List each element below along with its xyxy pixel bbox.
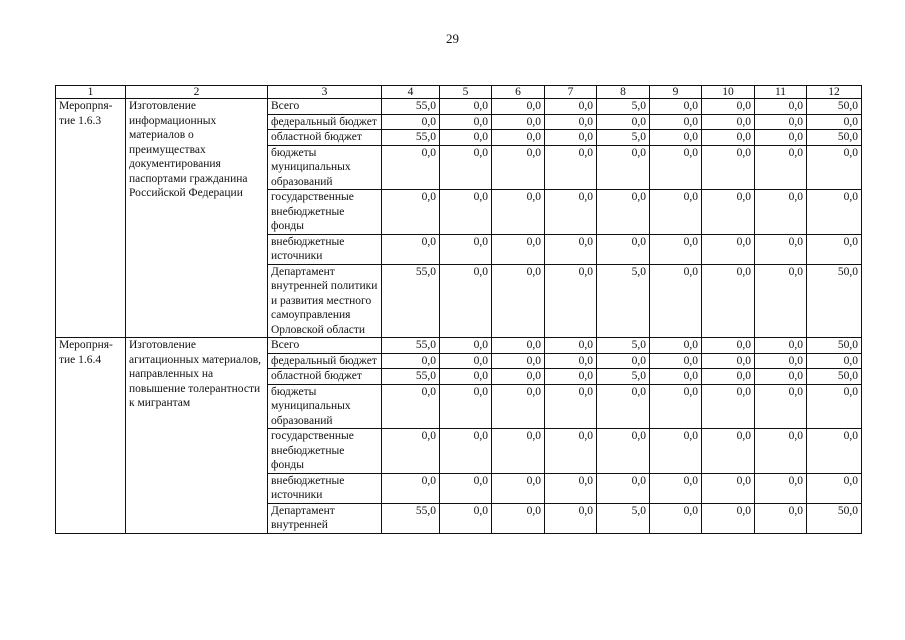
amount-cell: 0,0: [382, 145, 440, 190]
table-body: [56, 99, 862, 534]
amount-cell: 5,0: [597, 130, 650, 146]
amount-cell: 50,0: [807, 264, 862, 338]
amount-cell: 0,0: [382, 190, 440, 235]
column-header: 12: [807, 86, 862, 99]
amount-cell: 0,0: [650, 384, 702, 429]
amount-cell: 0,0: [545, 130, 597, 146]
column-header: 7: [545, 86, 597, 99]
amount-cell: 0,0: [597, 473, 650, 503]
amount-cell: 50,0: [807, 130, 862, 146]
amount-cell: 0,0: [440, 114, 492, 130]
amount-cell: 0,0: [755, 473, 807, 503]
amount-cell: 0,0: [597, 429, 650, 474]
funding-source: федеральный бюджет: [268, 114, 382, 130]
amount-cell: 0,0: [755, 429, 807, 474]
amount-cell: 0,0: [702, 429, 755, 474]
amount-cell: 0,0: [440, 99, 492, 115]
amount-cell: 0,0: [650, 264, 702, 338]
amount-cell: 0,0: [492, 145, 545, 190]
amount-cell: 0,0: [492, 503, 545, 533]
amount-cell: 0,0: [650, 114, 702, 130]
amount-cell: 0,0: [597, 190, 650, 235]
amount-cell: 0,0: [440, 503, 492, 533]
amount-cell: 0,0: [492, 429, 545, 474]
amount-cell: 50,0: [807, 338, 862, 354]
amount-cell: 0,0: [382, 114, 440, 130]
amount-cell: 0,0: [807, 234, 862, 264]
amount-cell: 0,0: [807, 114, 862, 130]
funding-source: областной бюджет: [268, 130, 382, 146]
column-header: 9: [650, 86, 702, 99]
column-header: 3: [268, 86, 382, 99]
amount-cell: 0,0: [545, 264, 597, 338]
amount-cell: 0,0: [702, 264, 755, 338]
amount-cell: 55,0: [382, 369, 440, 385]
page-number: 29: [446, 31, 459, 46]
table-row: [56, 338, 862, 354]
amount-cell: 0,0: [440, 234, 492, 264]
amount-cell: 0,0: [702, 99, 755, 115]
funding-source: государственные внебюджетные фонды: [268, 429, 382, 474]
column-header: 10: [702, 86, 755, 99]
amount-cell: 5,0: [597, 369, 650, 385]
amount-cell: 0,0: [807, 429, 862, 474]
amount-cell: 0,0: [545, 145, 597, 190]
amount-cell: 0,0: [440, 473, 492, 503]
column-header: 8: [597, 86, 650, 99]
amount-cell: 0,0: [440, 369, 492, 385]
amount-cell: 0,0: [382, 473, 440, 503]
amount-cell: 0,0: [702, 190, 755, 235]
measure-name: Изготовление информационных материалов о преимуществах документирования паспортами гражданина Российской Федерации: [126, 99, 268, 338]
amount-cell: 0,0: [807, 384, 862, 429]
amount-cell: 0,0: [650, 473, 702, 503]
column-header: 5: [440, 86, 492, 99]
amount-cell: 0,0: [382, 429, 440, 474]
amount-cell: 0,0: [440, 353, 492, 369]
amount-cell: 0,0: [597, 114, 650, 130]
funding-source: Департамент внутренней: [268, 503, 382, 533]
amount-cell: 0,0: [597, 384, 650, 429]
measure-code: Меропрnя-тие 1.6.3: [56, 99, 126, 338]
amount-cell: 0,0: [545, 473, 597, 503]
amount-cell: 0,0: [755, 369, 807, 385]
amount-cell: 0,0: [755, 503, 807, 533]
amount-cell: 55,0: [382, 264, 440, 338]
amount-cell: 0,0: [650, 99, 702, 115]
amount-cell: 55,0: [382, 338, 440, 354]
amount-cell: 0,0: [650, 429, 702, 474]
amount-cell: 55,0: [382, 99, 440, 115]
column-header: 1: [56, 86, 126, 99]
amount-cell: 0,0: [382, 353, 440, 369]
amount-cell: 0,0: [755, 99, 807, 115]
amount-cell: 0,0: [650, 234, 702, 264]
amount-cell: 0,0: [492, 384, 545, 429]
amount-cell: 0,0: [702, 130, 755, 146]
amount-cell: 0,0: [492, 353, 545, 369]
amount-cell: 0,0: [492, 114, 545, 130]
amount-cell: 0,0: [702, 473, 755, 503]
amount-cell: 0,0: [650, 503, 702, 533]
amount-cell: 0,0: [650, 190, 702, 235]
amount-cell: 5,0: [597, 503, 650, 533]
amount-cell: 0,0: [755, 353, 807, 369]
funding-source: областной бюджет: [268, 369, 382, 385]
amount-cell: 0,0: [440, 384, 492, 429]
amount-cell: 0,0: [755, 384, 807, 429]
funding-source: бюджеты муниципальных образований: [268, 145, 382, 190]
amount-cell: 50,0: [807, 99, 862, 115]
amount-cell: 0,0: [440, 190, 492, 235]
amount-cell: 0,0: [440, 145, 492, 190]
amount-cell: 0,0: [702, 384, 755, 429]
amount-cell: 0,0: [755, 338, 807, 354]
amount-cell: 0,0: [755, 264, 807, 338]
amount-cell: 0,0: [807, 473, 862, 503]
amount-cell: 0,0: [650, 338, 702, 354]
amount-cell: 0,0: [807, 145, 862, 190]
amount-cell: 0,0: [492, 190, 545, 235]
funding-source: бюджеты муниципальных образований: [268, 384, 382, 429]
amount-cell: 0,0: [492, 130, 545, 146]
amount-cell: 0,0: [650, 353, 702, 369]
column-header: 2: [126, 86, 268, 99]
funding-source: Всего: [268, 338, 382, 354]
amount-cell: 0,0: [492, 338, 545, 354]
amount-cell: 0,0: [545, 99, 597, 115]
table-row: [56, 99, 862, 115]
amount-cell: 55,0: [382, 130, 440, 146]
amount-cell: 0,0: [545, 114, 597, 130]
amount-cell: 0,0: [492, 264, 545, 338]
amount-cell: 5,0: [597, 264, 650, 338]
amount-cell: 0,0: [440, 130, 492, 146]
amount-cell: 0,0: [807, 190, 862, 235]
amount-cell: 0,0: [545, 369, 597, 385]
amount-cell: 5,0: [597, 99, 650, 115]
amount-cell: 0,0: [702, 353, 755, 369]
column-header: 4: [382, 86, 440, 99]
amount-cell: 0,0: [702, 145, 755, 190]
amount-cell: 0,0: [545, 384, 597, 429]
funding-source: внебюджетные источники: [268, 234, 382, 264]
amount-cell: 0,0: [650, 145, 702, 190]
column-header: 11: [755, 86, 807, 99]
funding-source: государственные внебюджетные фонды: [268, 190, 382, 235]
amount-cell: 0,0: [597, 145, 650, 190]
amount-cell: 0,0: [702, 234, 755, 264]
amount-cell: 0,0: [597, 353, 650, 369]
amount-cell: 0,0: [650, 130, 702, 146]
amount-cell: 0,0: [492, 369, 545, 385]
amount-cell: 0,0: [545, 234, 597, 264]
amount-cell: 0,0: [545, 190, 597, 235]
funding-source: внебюджетные источники: [268, 473, 382, 503]
amount-cell: 0,0: [545, 338, 597, 354]
amount-cell: 0,0: [702, 503, 755, 533]
amount-cell: 0,0: [440, 264, 492, 338]
amount-cell: 50,0: [807, 503, 862, 533]
amount-cell: 0,0: [382, 384, 440, 429]
amount-cell: 5,0: [597, 338, 650, 354]
amount-cell: 0,0: [492, 99, 545, 115]
measure-code: Меропрня-тие 1.6.4: [56, 338, 126, 534]
amount-cell: 0,0: [382, 234, 440, 264]
amount-cell: 0,0: [597, 234, 650, 264]
budget-table: [55, 85, 862, 534]
funding-source: федеральный бюджет: [268, 353, 382, 369]
amount-cell: 0,0: [440, 338, 492, 354]
amount-cell: 0,0: [702, 338, 755, 354]
amount-cell: 0,0: [650, 369, 702, 385]
table-header-row: [56, 86, 862, 99]
column-header: 6: [492, 86, 545, 99]
amount-cell: 0,0: [755, 130, 807, 146]
amount-cell: 0,0: [702, 114, 755, 130]
amount-cell: 0,0: [545, 353, 597, 369]
amount-cell: 0,0: [755, 114, 807, 130]
amount-cell: 0,0: [545, 429, 597, 474]
amount-cell: 55,0: [382, 503, 440, 533]
amount-cell: 50,0: [807, 369, 862, 385]
amount-cell: 0,0: [807, 353, 862, 369]
amount-cell: 0,0: [702, 369, 755, 385]
amount-cell: 0,0: [755, 190, 807, 235]
amount-cell: 0,0: [440, 429, 492, 474]
amount-cell: 0,0: [755, 234, 807, 264]
amount-cell: 0,0: [492, 473, 545, 503]
measure-name: Изготовление агитационных материалов, направленных на повышение толерантности к мигрантам: [126, 338, 268, 534]
amount-cell: 0,0: [545, 503, 597, 533]
amount-cell: 0,0: [755, 145, 807, 190]
funding-source: Всего: [268, 99, 382, 115]
amount-cell: 0,0: [492, 234, 545, 264]
funding-source: Департамент внутренней политики и развития местного самоуправления Орловской области: [268, 264, 382, 338]
